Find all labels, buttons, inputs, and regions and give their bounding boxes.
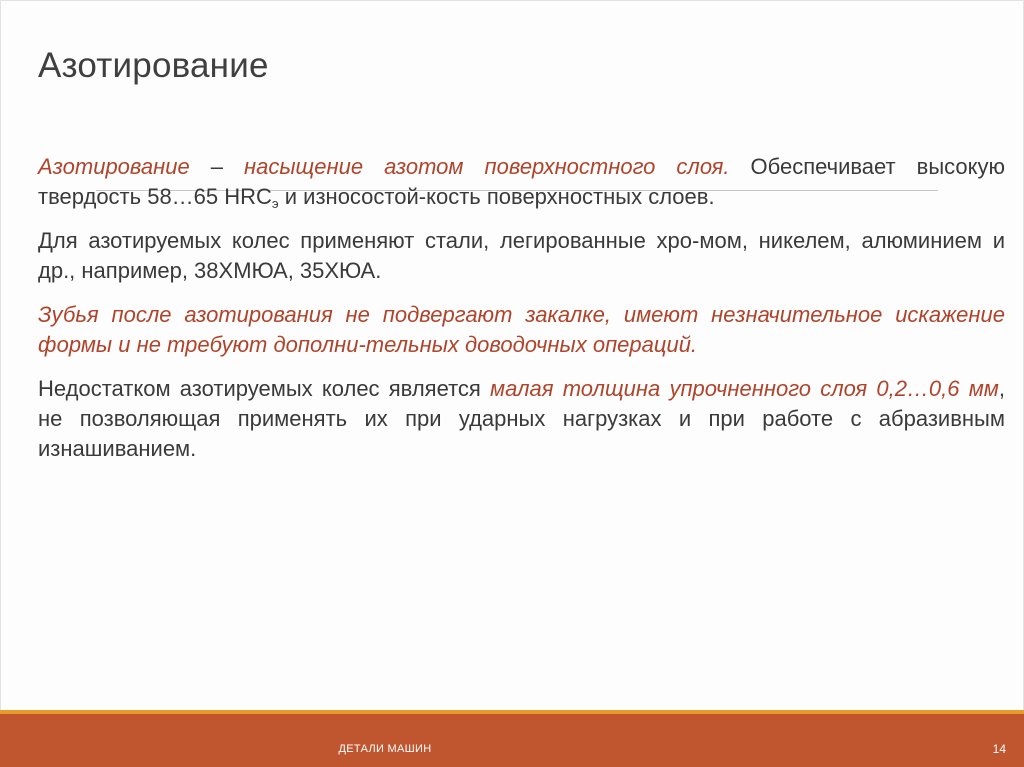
slide-content bbox=[38, 152, 1005, 478]
page-number: 14 bbox=[992, 742, 1006, 756]
drawback-rest-text: , не позволяющая применять их при ударных нагрузках и при работе с абразивным изнашиванием. bbox=[38, 376, 1005, 461]
drawback-lead-text: Недостатком азотируемых колес является bbox=[38, 376, 491, 401]
paragraph-definition bbox=[38, 152, 1005, 212]
definition-text: насыщение азотом поверхностного слоя. bbox=[244, 154, 730, 179]
hardness-text: Обеспечивает высокую твердость 58…65 HRC bbox=[38, 154, 1005, 209]
slide-title: Азотирование bbox=[38, 46, 269, 85]
paragraph-drawback bbox=[38, 374, 1005, 464]
paragraph-teeth: Зубья после азотирования не подвергают закалке, имеют незначительное искажение формы и не требуют дополни-тельных доводочных операций. bbox=[38, 302, 1005, 357]
footer-bar bbox=[0, 714, 1024, 767]
drawback-highlight-text: малая толщина упрочненного слоя 0,2…0,6 мм bbox=[490, 376, 999, 401]
hardness-subscript: э bbox=[271, 196, 279, 211]
wear-text: и износостой-кость поверхностных слоев. bbox=[278, 184, 715, 209]
term-text: Азотирование bbox=[38, 154, 190, 179]
dash-text: – bbox=[189, 154, 245, 179]
paragraph-steels: Для азотируемых колес применяют стали, легированные хро-мом, никелем, алюминием и др., например, 38ХМЮА, 35ХЮА. bbox=[38, 228, 1005, 283]
footer-label: ДЕТАЛИ МАШИН bbox=[338, 743, 432, 755]
